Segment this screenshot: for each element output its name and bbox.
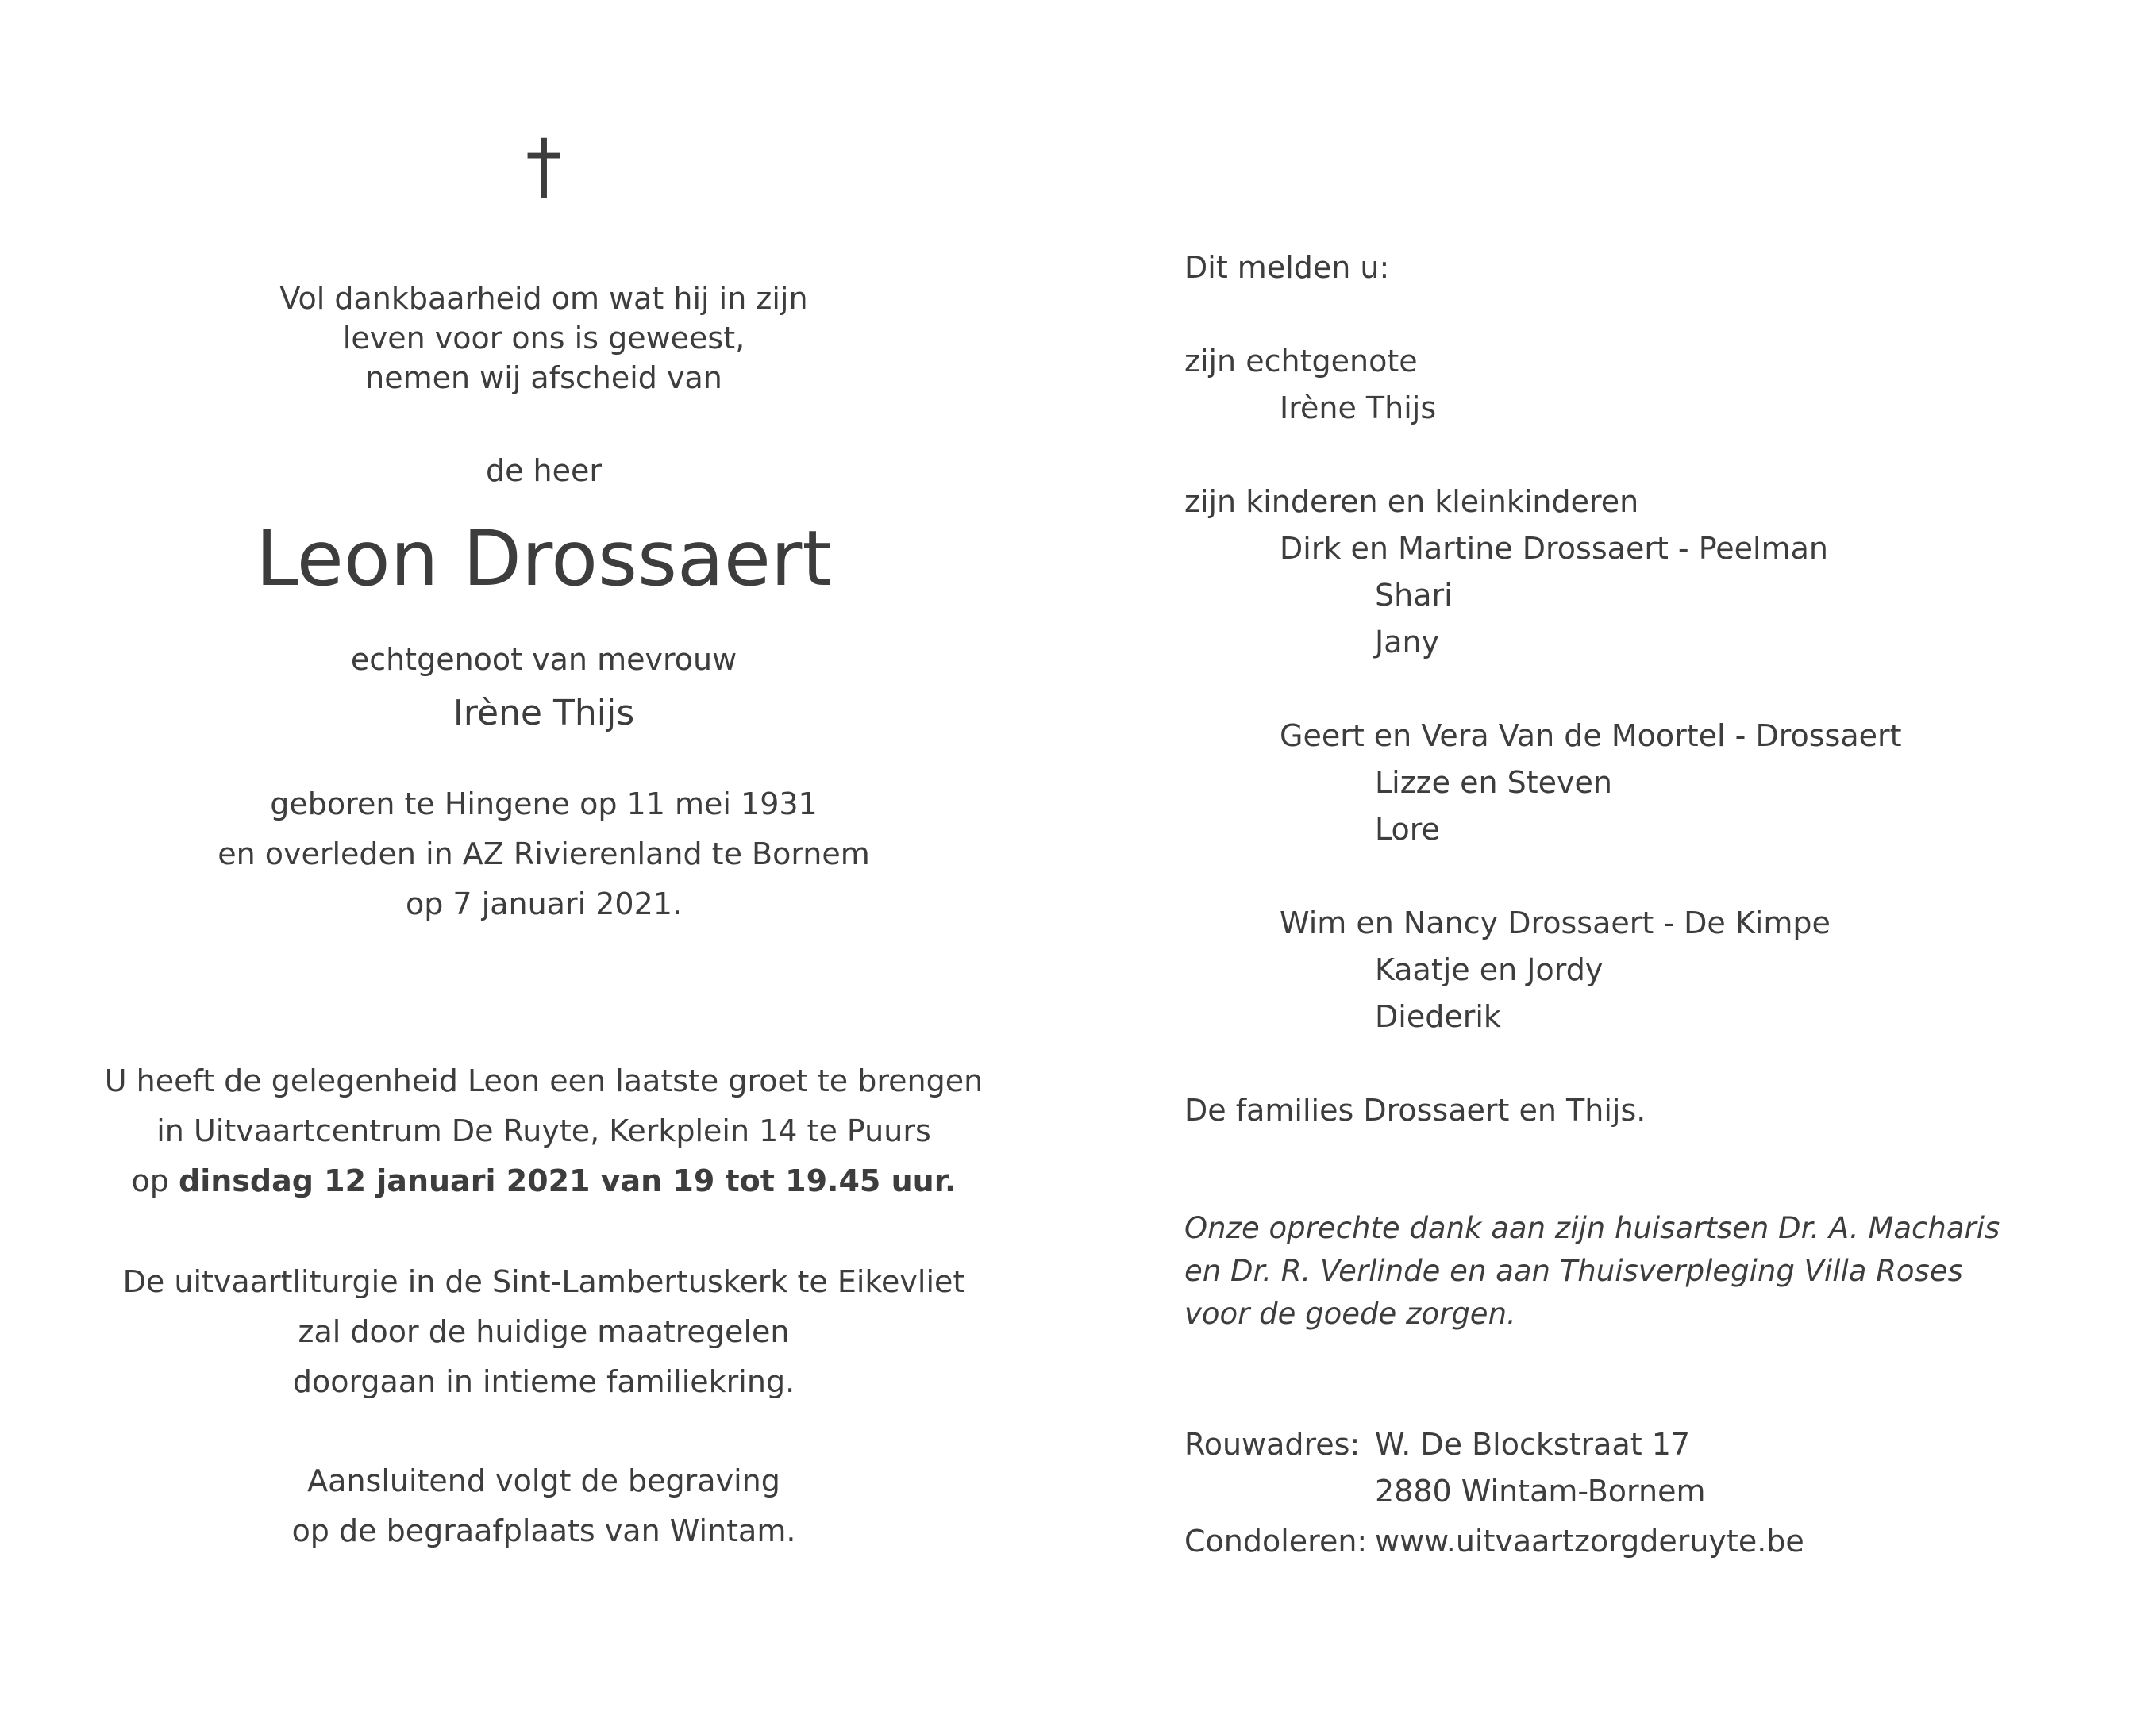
visitation-prefix: op bbox=[131, 1163, 179, 1199]
spouse-name: Irène Thijs bbox=[1280, 390, 1437, 425]
family-group bbox=[1184, 900, 2121, 1040]
thanks-line: Onze oprechte dank aan zijn huisartsen Dr. A. Macharis bbox=[1184, 1211, 2000, 1245]
liturgy-line: De uitvaartliturgie in de Sint-Lambertuskerk te Eikevliet bbox=[122, 1264, 965, 1300]
burial-info bbox=[71, 1456, 1016, 1556]
intro-text bbox=[71, 279, 1016, 398]
grandchild: Shari bbox=[1375, 578, 1453, 613]
thanks-line: voor de goede zorgen. bbox=[1184, 1297, 1516, 1331]
visitation-datetime: dinsdag 12 januari 2021 van 19 tot 19.45 uur. bbox=[179, 1163, 957, 1199]
grandchild: Jany bbox=[1375, 625, 1440, 659]
life-dates bbox=[71, 779, 1016, 929]
grandchild: Kaatje en Jordy bbox=[1375, 952, 1604, 987]
visitation-info bbox=[71, 1056, 1016, 1206]
visitation-time bbox=[71, 1156, 1016, 1206]
children-label: zijn kinderen en kleinkinderen bbox=[1184, 484, 1639, 519]
address-city: 2880 Wintam-Bornem bbox=[1375, 1474, 1706, 1509]
title-prefix: de heer bbox=[485, 453, 603, 488]
family-group bbox=[1184, 525, 2121, 666]
condolence-label: Condoleren: bbox=[1184, 1524, 1368, 1559]
address-block bbox=[1184, 1421, 2121, 1565]
spouse-label: zijn echtgenote bbox=[1184, 344, 1418, 379]
condolence-row bbox=[1184, 1518, 2121, 1565]
thanks-note bbox=[1184, 1207, 2121, 1336]
grandchild: Diederik bbox=[1375, 999, 1501, 1034]
date-line: en overleden in AZ Rivierenland te Bornem bbox=[218, 836, 870, 872]
date-line: op 7 januari 2021. bbox=[405, 886, 683, 922]
left-column bbox=[71, 119, 1016, 1556]
deceased-name: Leon Drossaert bbox=[256, 514, 832, 603]
announce-line: Dit melden u: bbox=[1184, 250, 1390, 285]
spouse-label: echtgenoot van mevrouw bbox=[350, 642, 737, 678]
liturgy-line: zal door de huidige maatregelen bbox=[298, 1314, 790, 1350]
thanks-line: en Dr. R. Verlinde en aan Thuisverpleging Villa Roses bbox=[1184, 1254, 1963, 1288]
liturgy-line: doorgaan in intieme familiekring. bbox=[292, 1364, 795, 1400]
spouse-name: Irène Thijs bbox=[452, 693, 635, 734]
address-row bbox=[1184, 1421, 2121, 1468]
family-parents: Geert en Vera Van de Moortel - Drossaert bbox=[1280, 718, 1902, 753]
intro-line: Vol dankbaarheid om wat hij in zijn bbox=[279, 281, 808, 316]
address-street: W. De Blockstraat 17 bbox=[1375, 1427, 1691, 1462]
family-parents: Dirk en Martine Drossaert - Peelman bbox=[1280, 531, 1828, 566]
families-line: De families Drossaert en Thijs. bbox=[1184, 1093, 1646, 1128]
right-column bbox=[1184, 119, 2121, 1565]
cross-icon: † bbox=[526, 124, 562, 209]
grandchild: Lizze en Steven bbox=[1375, 765, 1612, 800]
intro-line: nemen wij afscheid van bbox=[365, 360, 722, 395]
condolence-url: www.uitvaartzorgderuyte.be bbox=[1375, 1524, 1804, 1559]
intro-line: leven voor ons is geweest, bbox=[342, 321, 745, 356]
burial-line: Aansluitend volgt de begraving bbox=[307, 1463, 780, 1499]
burial-line: op de begraafplaats van Wintam. bbox=[291, 1513, 796, 1549]
address-row bbox=[1184, 1468, 2121, 1515]
family-parents: Wim en Nancy Drossaert - De Kimpe bbox=[1280, 905, 1831, 940]
grandchild: Lore bbox=[1375, 812, 1440, 847]
date-line: geboren te Hingene op 11 mei 1931 bbox=[270, 786, 818, 822]
visitation-line: in Uitvaartcentrum De Ruyte, Kerkplein 14 te Puurs bbox=[156, 1113, 931, 1149]
visitation-line: U heeft de gelegenheid Leon een laatste groet te brengen bbox=[104, 1063, 984, 1099]
address-label: Rouwadres: bbox=[1184, 1427, 1361, 1462]
liturgy-info bbox=[71, 1257, 1016, 1407]
family-group bbox=[1184, 713, 2121, 853]
